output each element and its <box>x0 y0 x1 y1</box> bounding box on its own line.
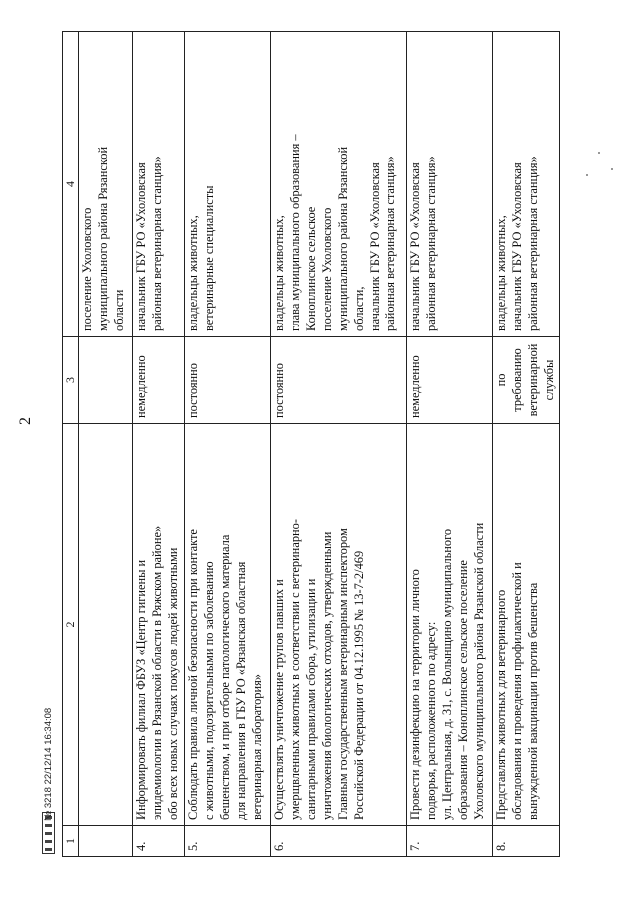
header-col-4: 4 <box>63 32 79 337</box>
row-number: 4. <box>133 826 185 857</box>
row-term: немедленно <box>133 337 185 424</box>
scan-speckle <box>598 152 600 154</box>
table-row <box>79 32 133 857</box>
row-action: Представлять животных для ветеринарного обследования и проведения профилактической и вынужденной вакцинации против бешенства <box>493 424 560 826</box>
row-responsible: поселение Ухоловского муниципального района Рязанской области <box>79 32 133 337</box>
row-term <box>79 337 133 424</box>
row-action: Соблюдать правила личной безопасности при контакте с животными, подозрительными по заболеванию бешенством, и при отборе патологического материала для направления в ГБУ РО «Рязанская областная ветеринарная лаборатория» <box>185 424 271 826</box>
row-responsible: владельцы животных, ветеринарные специалисты <box>185 32 271 337</box>
table-header-row <box>63 32 79 857</box>
scan-speckle <box>586 174 588 176</box>
page-number: 2 <box>17 417 34 425</box>
rotated-table-container <box>62 31 556 857</box>
row-responsible: владельцы животных, начальник ГБУ РО «Ухоловская районная ветеринарная станция» <box>493 32 560 337</box>
row-responsible: владельцы животных, глава муниципального образования – Коноплинское сельское поселение Ухоловского муниципального района Рязанской области, начальник ГБУ РО «Ухоловская районная ветеринарная станция» <box>271 32 407 337</box>
table-row <box>407 32 493 857</box>
row-number: 7. <box>407 826 493 857</box>
row-term: по требованию ветеринарной службы <box>493 337 560 424</box>
header-col-1: 1 <box>63 826 79 857</box>
row-term: постоянно <box>185 337 271 424</box>
table-row <box>133 32 185 857</box>
row-term: немедленно <box>407 337 493 424</box>
measures-table <box>62 31 560 857</box>
table-row <box>493 32 560 857</box>
row-action <box>79 424 133 826</box>
row-number: 8. <box>493 826 560 857</box>
row-number: 6. <box>271 826 407 857</box>
document-stamp-text: № 3218 22/12/14 16:34:08 <box>43 707 54 821</box>
table-row <box>185 32 271 857</box>
row-term: постоянно <box>271 337 407 424</box>
row-responsible: начальник ГБУ РО «Ухоловская районная ветеринарная станция» <box>407 32 493 337</box>
row-action: Информировать филиал ФБУЗ «Центр гигиены и эпидемиологии в Рязанской области в Ряжском районе» обо всех новых случаях покусов людей животными <box>133 424 185 826</box>
row-number: 5. <box>185 826 271 857</box>
header-col-3: 3 <box>63 337 79 424</box>
row-action: Осуществлять уничтожение трупов павших и умерщвленных животных в соответствии с ветеринарно- санитарными правилами сбора, утилизации и уничтожения биологических отходов, утвержденными Главным государственным ветеринарным инспектором Российской Федерации от 04.12.1995 № 13-7-2/469 <box>271 424 407 826</box>
row-action: Провести дезинфекцию на территории личного подворья, расположенного по адресу: ул. Центральная, д. 31, с. Волынщино муниципального образования – Коноплинское сельское поселение Ухоловского муниципального района Рязанской области <box>407 424 493 826</box>
row-responsible: начальник ГБУ РО «Ухоловская районная ветеринарная станция» <box>133 32 185 337</box>
table-row <box>271 32 407 857</box>
row-number <box>79 826 133 857</box>
scan-speckle <box>611 168 613 170</box>
header-col-2: 2 <box>63 424 79 826</box>
